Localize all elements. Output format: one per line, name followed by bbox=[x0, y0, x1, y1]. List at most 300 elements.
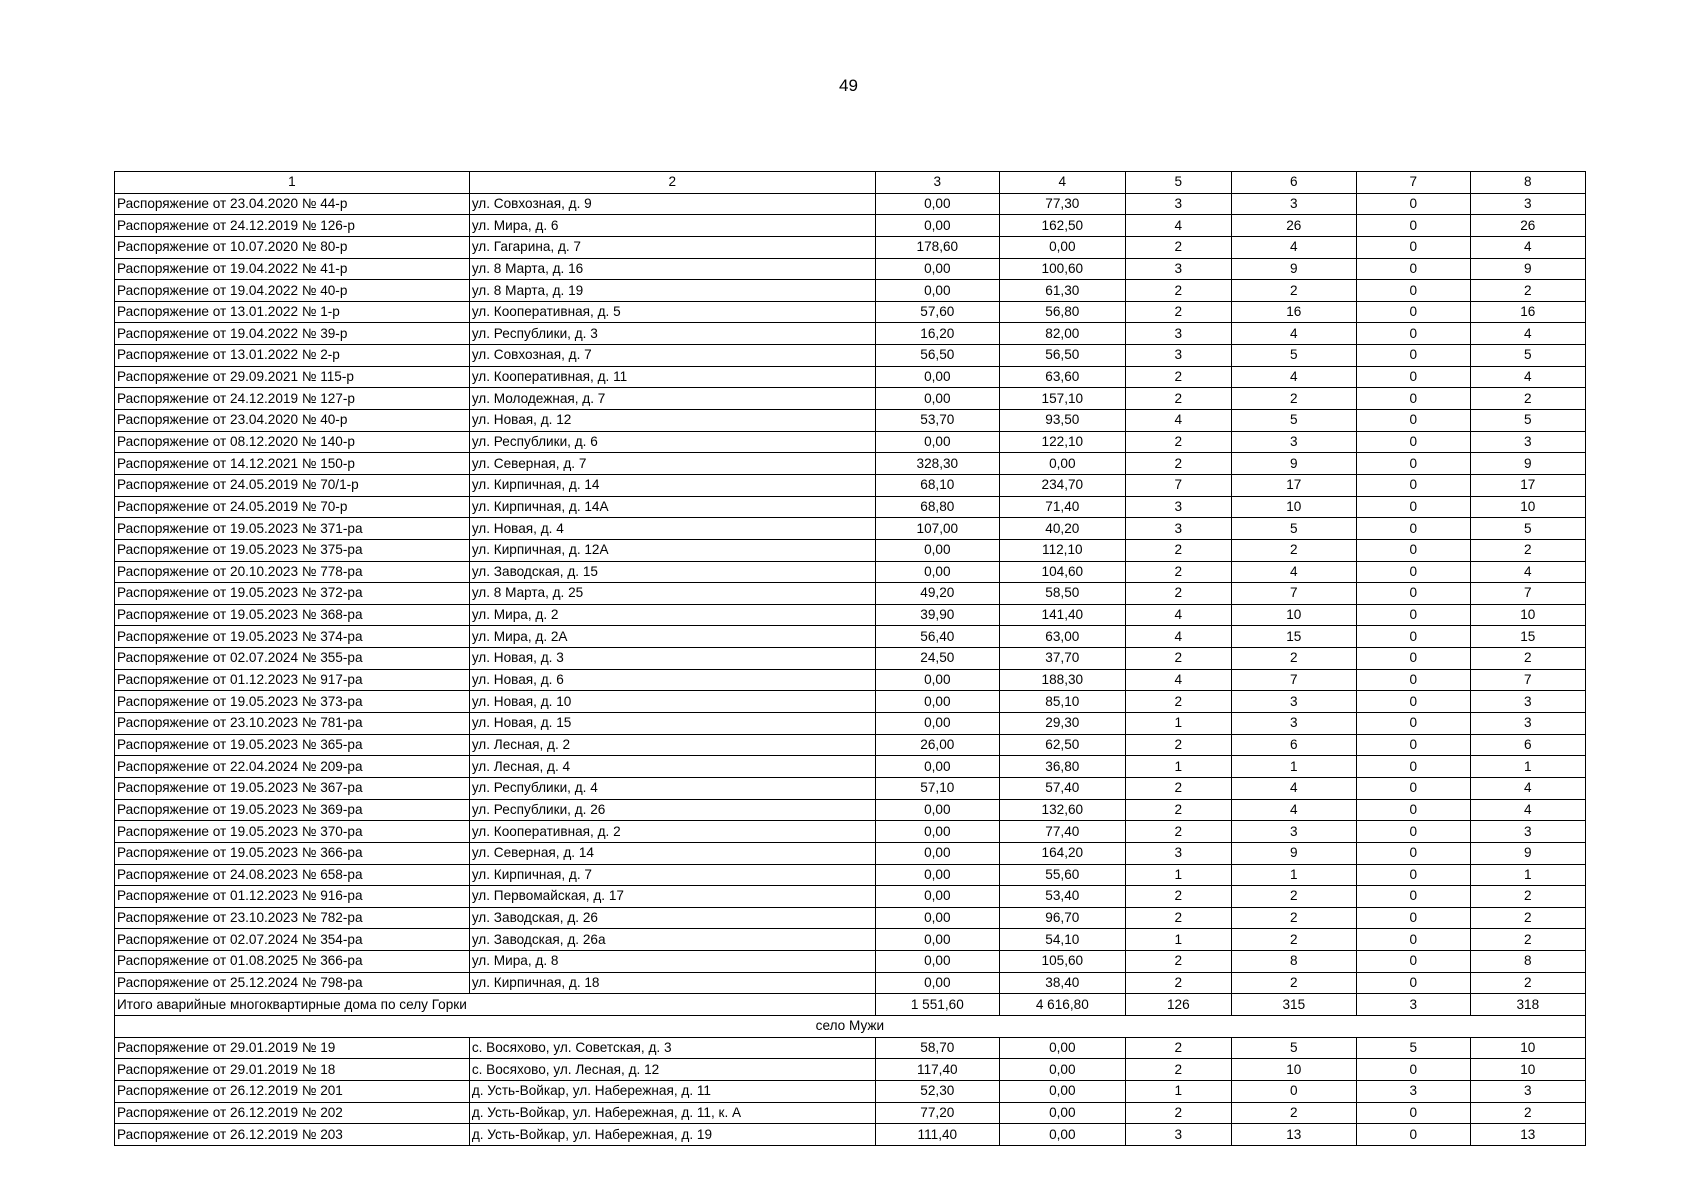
table-row bbox=[115, 691, 1586, 713]
table-cell: 0 bbox=[1356, 951, 1470, 973]
table-cell: 16 bbox=[1470, 301, 1585, 323]
table-cell: 0,00 bbox=[875, 886, 999, 908]
table-cell: 2 bbox=[1231, 1102, 1356, 1124]
table-cell: 0 bbox=[1356, 1059, 1470, 1081]
table-cell: Распоряжение от 26.12.2019 № 201 bbox=[115, 1080, 470, 1102]
table-row bbox=[115, 669, 1586, 691]
table-cell: 0 bbox=[1356, 539, 1470, 561]
table-cell: ул. Новая, д. 4 bbox=[469, 518, 875, 540]
table-cell: 7 bbox=[1231, 669, 1356, 691]
table-cell: 178,60 bbox=[875, 236, 999, 258]
table-cell: 107,00 bbox=[875, 518, 999, 540]
table-cell: 58,70 bbox=[875, 1037, 999, 1059]
table-row bbox=[115, 1102, 1586, 1124]
table-cell: ул. Мира, д. 6 bbox=[469, 215, 875, 237]
table-cell: 0,00 bbox=[875, 907, 999, 929]
table-cell: 328,30 bbox=[875, 453, 999, 475]
table-cell: д. Усть-Войкар, ул. Набережная, д. 11 bbox=[469, 1080, 875, 1102]
table-cell: 3 bbox=[1125, 323, 1231, 345]
table-cell: 77,20 bbox=[875, 1102, 999, 1124]
table-cell: 2 bbox=[1470, 972, 1585, 994]
table-row bbox=[115, 583, 1586, 605]
table-cell: 7 bbox=[1125, 474, 1231, 496]
table-cell: 10 bbox=[1470, 496, 1585, 518]
table-cell: 3 bbox=[1231, 431, 1356, 453]
table-cell: 4 bbox=[1231, 236, 1356, 258]
table-row bbox=[115, 474, 1586, 496]
table-cell: ул. Первомайская, д. 17 bbox=[469, 886, 875, 908]
table-cell: 4 bbox=[1125, 604, 1231, 626]
table-cell: 0,00 bbox=[999, 1102, 1125, 1124]
table-cell: 0,00 bbox=[875, 539, 999, 561]
table-cell: 0 bbox=[1356, 842, 1470, 864]
total-value: 1 551,60 bbox=[875, 994, 999, 1016]
table-cell: 7 bbox=[1470, 583, 1585, 605]
table-cell: 112,10 bbox=[999, 539, 1125, 561]
table-cell: 4 bbox=[1125, 410, 1231, 432]
table-cell: Распоряжение от 22.04.2024 № 209-ра bbox=[115, 756, 470, 778]
table-cell: ул. Республики, д. 26 bbox=[469, 799, 875, 821]
table-cell: 2 bbox=[1231, 907, 1356, 929]
table-cell: 111,40 bbox=[875, 1124, 999, 1146]
table-row bbox=[115, 366, 1586, 388]
table-cell: Распоряжение от 19.04.2022 № 39-р bbox=[115, 323, 470, 345]
table-cell: 2 bbox=[1125, 691, 1231, 713]
total-value: 126 bbox=[1125, 994, 1231, 1016]
table-cell: 2 bbox=[1125, 886, 1231, 908]
table-cell: ул. Кирпичная, д. 12А bbox=[469, 539, 875, 561]
table-cell: 0 bbox=[1356, 734, 1470, 756]
table-row bbox=[115, 864, 1586, 886]
table-cell: 0 bbox=[1356, 604, 1470, 626]
table-cell: Распоряжение от 26.12.2019 № 202 bbox=[115, 1102, 470, 1124]
table-cell: 0,00 bbox=[999, 453, 1125, 475]
table-cell: Распоряжение от 24.12.2019 № 127-р bbox=[115, 388, 470, 410]
table-cell: 8 bbox=[1231, 951, 1356, 973]
table-cell: д. Усть-Войкар, ул. Набережная, д. 19 bbox=[469, 1124, 875, 1146]
table-cell: 5 bbox=[1125, 172, 1231, 194]
housing-table bbox=[114, 171, 1586, 1146]
table-cell: Распоряжение от 24.05.2019 № 70-р bbox=[115, 496, 470, 518]
table-cell: 7 bbox=[1356, 172, 1470, 194]
table-cell: 2 bbox=[1470, 280, 1585, 302]
table-cell: 104,60 bbox=[999, 561, 1125, 583]
table-cell: 96,70 bbox=[999, 907, 1125, 929]
table-cell: 10 bbox=[1231, 1059, 1356, 1081]
table-cell: 3 bbox=[1470, 713, 1585, 735]
table-cell: 2 bbox=[1125, 777, 1231, 799]
table-cell: 4 bbox=[1470, 323, 1585, 345]
table-cell: 0 bbox=[1356, 561, 1470, 583]
table-cell: 2 bbox=[1470, 648, 1585, 670]
table-cell: 10 bbox=[1470, 604, 1585, 626]
table-cell: Распоряжение от 19.05.2023 № 367-ра bbox=[115, 777, 470, 799]
table-cell: 3 bbox=[1470, 821, 1585, 843]
table-cell: 0 bbox=[1356, 799, 1470, 821]
table-cell: 162,50 bbox=[999, 215, 1125, 237]
table-cell: Распоряжение от 13.01.2022 № 1-р bbox=[115, 301, 470, 323]
table-cell: 2 bbox=[1125, 280, 1231, 302]
table-cell: 5 bbox=[1231, 518, 1356, 540]
table-cell: с. Восяхово, ул. Советская, д. 3 bbox=[469, 1037, 875, 1059]
page-number: 49 bbox=[839, 76, 858, 95]
table-cell: Распоряжение от 29.09.2021 № 115-р bbox=[115, 366, 470, 388]
table-cell: 0 bbox=[1356, 410, 1470, 432]
table-cell: 157,10 bbox=[999, 388, 1125, 410]
table-cell: 2 bbox=[1470, 929, 1585, 951]
table-cell: 2 bbox=[1125, 236, 1231, 258]
table-cell: Распоряжение от 14.12.2021 № 150-р bbox=[115, 453, 470, 475]
table-cell: Распоряжение от 02.07.2024 № 354-ра bbox=[115, 929, 470, 951]
table-row bbox=[115, 1037, 1586, 1059]
table-cell: ул. Северная, д. 14 bbox=[469, 842, 875, 864]
table-cell: 2 bbox=[1231, 539, 1356, 561]
table-row bbox=[115, 236, 1586, 258]
table-cell: 62,50 bbox=[999, 734, 1125, 756]
table-row bbox=[115, 388, 1586, 410]
table-cell: 0 bbox=[1356, 193, 1470, 215]
table-cell: 0 bbox=[1231, 1080, 1356, 1102]
table-cell: Распоряжение от 23.04.2020 № 44-р bbox=[115, 193, 470, 215]
table-cell: 0 bbox=[1356, 323, 1470, 345]
table-cell: 0,00 bbox=[875, 366, 999, 388]
table-cell: 40,20 bbox=[999, 518, 1125, 540]
table-row bbox=[115, 886, 1586, 908]
table-cell: 0 bbox=[1356, 777, 1470, 799]
table-cell: 3 bbox=[1125, 1124, 1231, 1146]
table-cell: 6 bbox=[1231, 734, 1356, 756]
table-cell: 0 bbox=[1356, 626, 1470, 648]
table-cell: 5 bbox=[1231, 410, 1356, 432]
table-cell: 13 bbox=[1231, 1124, 1356, 1146]
table-cell: 4 bbox=[1231, 777, 1356, 799]
table-cell: 10 bbox=[1231, 496, 1356, 518]
table-cell: 93,50 bbox=[999, 410, 1125, 432]
table-cell: ул. Новая, д. 10 bbox=[469, 691, 875, 713]
table-cell: 2 bbox=[1231, 648, 1356, 670]
table-cell: 0 bbox=[1356, 1102, 1470, 1124]
table-cell: ул. Кооперативная, д. 2 bbox=[469, 821, 875, 843]
table-cell: 57,10 bbox=[875, 777, 999, 799]
table-cell: 0 bbox=[1356, 907, 1470, 929]
table-cell: 4 bbox=[1231, 561, 1356, 583]
table-cell: 82,00 bbox=[999, 323, 1125, 345]
table-cell: 0 bbox=[1356, 972, 1470, 994]
table-cell: 49,20 bbox=[875, 583, 999, 605]
table-cell: Распоряжение от 01.08.2025 № 366-ра bbox=[115, 951, 470, 973]
table-cell: 55,60 bbox=[999, 864, 1125, 886]
table-cell bbox=[469, 994, 875, 1016]
table-cell: 26,00 bbox=[875, 734, 999, 756]
table-cell: 0 bbox=[1356, 929, 1470, 951]
table-cell: Распоряжение от 19.05.2023 № 368-ра bbox=[115, 604, 470, 626]
table-cell: ул. Совхозная, д. 7 bbox=[469, 345, 875, 367]
table-cell: 164,20 bbox=[999, 842, 1125, 864]
table-cell: 2 bbox=[1125, 907, 1231, 929]
table-cell: 38,40 bbox=[999, 972, 1125, 994]
table-cell: 3 bbox=[1470, 691, 1585, 713]
table-cell: 5 bbox=[1356, 1037, 1470, 1059]
table-cell: 1 bbox=[1231, 864, 1356, 886]
table-cell: 0,00 bbox=[875, 431, 999, 453]
table-cell: 15 bbox=[1470, 626, 1585, 648]
table-cell: 10 bbox=[1470, 1037, 1585, 1059]
table-cell: 2 bbox=[1125, 366, 1231, 388]
table-cell: Распоряжение от 02.07.2024 № 355-ра bbox=[115, 648, 470, 670]
table-cell: Распоряжение от 19.05.2023 № 366-ра bbox=[115, 842, 470, 864]
table-row bbox=[115, 453, 1586, 475]
table-cell: 0,00 bbox=[875, 929, 999, 951]
table-cell: 0,00 bbox=[875, 215, 999, 237]
table-cell: ул. 8 Марта, д. 19 bbox=[469, 280, 875, 302]
table-cell: 2 bbox=[1125, 799, 1231, 821]
table-cell: 4 bbox=[999, 172, 1125, 194]
table-cell: Распоряжение от 08.12.2020 № 140-р bbox=[115, 431, 470, 453]
table-cell: Распоряжение от 19.05.2023 № 375-ра bbox=[115, 539, 470, 561]
table-cell: 61,30 bbox=[999, 280, 1125, 302]
table-cell: 4 bbox=[1470, 777, 1585, 799]
table-cell: 0 bbox=[1356, 345, 1470, 367]
table-cell: 6 bbox=[1231, 172, 1356, 194]
table-cell: 0 bbox=[1356, 756, 1470, 778]
table-cell: 85,10 bbox=[999, 691, 1125, 713]
table-cell: 2 bbox=[1231, 388, 1356, 410]
total-value: 318 bbox=[1470, 994, 1585, 1016]
table-cell: 7 bbox=[1231, 583, 1356, 605]
table-cell: 15 bbox=[1231, 626, 1356, 648]
table-cell: 53,40 bbox=[999, 886, 1125, 908]
table-cell: 4 bbox=[1125, 669, 1231, 691]
table-cell: 0 bbox=[1356, 691, 1470, 713]
table-cell: 0 bbox=[1356, 474, 1470, 496]
table-cell: 9 bbox=[1231, 258, 1356, 280]
table-cell: 2 bbox=[1231, 929, 1356, 951]
table-cell: 1 bbox=[1125, 1080, 1231, 1102]
table-cell: ул. Кооперативная, д. 11 bbox=[469, 366, 875, 388]
table-cell: 2 bbox=[1470, 886, 1585, 908]
table-cell: 36,80 bbox=[999, 756, 1125, 778]
total-value: 4 616,80 bbox=[999, 994, 1125, 1016]
table-cell: 0 bbox=[1356, 886, 1470, 908]
table-row bbox=[115, 604, 1586, 626]
table-cell: 1 bbox=[1125, 864, 1231, 886]
table-cell: 0 bbox=[1356, 1124, 1470, 1146]
table-row bbox=[115, 301, 1586, 323]
table-cell: ул. Заводская, д. 26а bbox=[469, 929, 875, 951]
table-cell: 2 bbox=[1125, 431, 1231, 453]
table-cell: 0,00 bbox=[875, 972, 999, 994]
table-cell: 2 bbox=[1470, 907, 1585, 929]
table-row bbox=[115, 929, 1586, 951]
table-row bbox=[115, 648, 1586, 670]
total-row bbox=[115, 994, 1586, 1016]
table-row bbox=[115, 215, 1586, 237]
table-cell: 2 bbox=[469, 172, 875, 194]
table-cell: ул. Заводская, д. 26 bbox=[469, 907, 875, 929]
table-cell: 0 bbox=[1356, 583, 1470, 605]
table-cell: 141,40 bbox=[999, 604, 1125, 626]
table-row bbox=[115, 713, 1586, 735]
table-cell: ул. Новая, д. 12 bbox=[469, 410, 875, 432]
table-cell: 56,80 bbox=[999, 301, 1125, 323]
table-cell: 3 bbox=[1125, 193, 1231, 215]
table-row bbox=[115, 756, 1586, 778]
table-cell: 71,40 bbox=[999, 496, 1125, 518]
table-cell: 4 bbox=[1125, 626, 1231, 648]
table-cell: Распоряжение от 24.08.2023 № 658-ра bbox=[115, 864, 470, 886]
header-row bbox=[115, 172, 1586, 194]
table-cell: 0,00 bbox=[875, 669, 999, 691]
table-cell: ул. Мира, д. 2 bbox=[469, 604, 875, 626]
table-cell: 100,60 bbox=[999, 258, 1125, 280]
table-cell: ул. Новая, д. 6 bbox=[469, 669, 875, 691]
table-cell: 0 bbox=[1356, 518, 1470, 540]
table-cell: 0,00 bbox=[999, 236, 1125, 258]
table-cell: 39,90 bbox=[875, 604, 999, 626]
total-value: 315 bbox=[1231, 994, 1356, 1016]
table-cell: ул. Лесная, д. 4 bbox=[469, 756, 875, 778]
table-cell: 9 bbox=[1470, 842, 1585, 864]
table-cell: 26 bbox=[1231, 215, 1356, 237]
table-cell: 0 bbox=[1356, 648, 1470, 670]
table-cell: 4 bbox=[1125, 215, 1231, 237]
table-cell: 3 bbox=[1470, 1080, 1585, 1102]
table-cell: 234,70 bbox=[999, 474, 1125, 496]
table-cell: 4 bbox=[1470, 236, 1585, 258]
table-cell: ул. Гагарина, д. 7 bbox=[469, 236, 875, 258]
table-row bbox=[115, 561, 1586, 583]
table-cell: 57,60 bbox=[875, 301, 999, 323]
table-cell: Распоряжение от 19.05.2023 № 374-ра bbox=[115, 626, 470, 648]
table-cell: 2 bbox=[1125, 453, 1231, 475]
table-cell: 57,40 bbox=[999, 777, 1125, 799]
table-cell: 8 bbox=[1470, 172, 1585, 194]
table-cell: 0,00 bbox=[999, 1059, 1125, 1081]
table-cell: 1 bbox=[1470, 864, 1585, 886]
table-cell: Распоряжение от 24.05.2019 № 70/1-р bbox=[115, 474, 470, 496]
section-title: село Мужи bbox=[115, 1015, 1586, 1037]
table-row bbox=[115, 842, 1586, 864]
table-row bbox=[115, 323, 1586, 345]
table-cell: 58,50 bbox=[999, 583, 1125, 605]
table-row bbox=[115, 734, 1586, 756]
table-cell: 1 bbox=[1470, 756, 1585, 778]
table-cell: 2 bbox=[1125, 972, 1231, 994]
table-row bbox=[115, 1080, 1586, 1102]
table-cell: 77,30 bbox=[999, 193, 1125, 215]
table-cell: 0,00 bbox=[875, 756, 999, 778]
table-cell: с. Восяхово, ул. Лесная, д. 12 bbox=[469, 1059, 875, 1081]
table-row bbox=[115, 1124, 1586, 1146]
table-cell: ул. Кирпичная, д. 7 bbox=[469, 864, 875, 886]
table-cell: 53,70 bbox=[875, 410, 999, 432]
table-cell: ул. Заводская, д. 15 bbox=[469, 561, 875, 583]
table-cell: 10 bbox=[1470, 1059, 1585, 1081]
table-cell: ул. Лесная, д. 2 bbox=[469, 734, 875, 756]
table-cell: 1 bbox=[1125, 713, 1231, 735]
table-cell: Распоряжение от 01.12.2023 № 917-ра bbox=[115, 669, 470, 691]
table-cell: ул. Северная, д. 7 bbox=[469, 453, 875, 475]
table-cell: ул. Кирпичная, д. 14А bbox=[469, 496, 875, 518]
table-cell: 5 bbox=[1231, 345, 1356, 367]
table-cell: 2 bbox=[1125, 301, 1231, 323]
table-cell: Распоряжение от 01.12.2023 № 916-ра bbox=[115, 886, 470, 908]
table-cell: 2 bbox=[1125, 648, 1231, 670]
table-cell: 4 bbox=[1231, 799, 1356, 821]
table-cell: 0,00 bbox=[875, 258, 999, 280]
table-cell: Распоряжение от 19.05.2023 № 372-ра bbox=[115, 583, 470, 605]
table-cell: 1 bbox=[1125, 929, 1231, 951]
table-cell: ул. Новая, д. 3 bbox=[469, 648, 875, 670]
table-cell: 0,00 bbox=[875, 388, 999, 410]
table-cell: Распоряжение от 19.05.2023 № 371-ра bbox=[115, 518, 470, 540]
table-cell: ул. Молодежная, д. 7 bbox=[469, 388, 875, 410]
table-cell: 0,00 bbox=[875, 691, 999, 713]
table-row bbox=[115, 410, 1586, 432]
table-cell: 26 bbox=[1470, 215, 1585, 237]
table-cell: 4 bbox=[1470, 561, 1585, 583]
table-cell: 2 bbox=[1125, 583, 1231, 605]
table-cell: 105,60 bbox=[999, 951, 1125, 973]
table-cell: 0 bbox=[1356, 496, 1470, 518]
table-cell: 9 bbox=[1231, 842, 1356, 864]
table-cell: 9 bbox=[1470, 453, 1585, 475]
table-cell: 0,00 bbox=[875, 713, 999, 735]
table-cell: 3 bbox=[1470, 431, 1585, 453]
table-cell: 1 bbox=[1125, 756, 1231, 778]
table-cell: 0 bbox=[1356, 821, 1470, 843]
table-cell: 1 bbox=[1231, 756, 1356, 778]
table-cell: 0,00 bbox=[999, 1124, 1125, 1146]
table-row bbox=[115, 431, 1586, 453]
table-cell: 0 bbox=[1356, 669, 1470, 691]
table-cell: 0,00 bbox=[875, 193, 999, 215]
table-cell: ул. Кирпичная, д. 18 bbox=[469, 972, 875, 994]
table-cell: 54,10 bbox=[999, 929, 1125, 951]
table-cell: 2 bbox=[1231, 886, 1356, 908]
table-cell: 2 bbox=[1125, 1037, 1231, 1059]
table-cell: 9 bbox=[1470, 258, 1585, 280]
table-cell: 63,00 bbox=[999, 626, 1125, 648]
table-cell: 0 bbox=[1356, 301, 1470, 323]
table-cell: 4 bbox=[1470, 799, 1585, 821]
table-cell: 117,40 bbox=[875, 1059, 999, 1081]
table-cell: 0,00 bbox=[875, 842, 999, 864]
table-cell: Распоряжение от 24.12.2019 № 126-р bbox=[115, 215, 470, 237]
table-cell: 0,00 bbox=[875, 561, 999, 583]
table-body bbox=[115, 172, 1586, 1146]
table-cell: 3 bbox=[1125, 518, 1231, 540]
table-cell: ул. 8 Марта, д. 16 bbox=[469, 258, 875, 280]
table-cell: 2 bbox=[1125, 734, 1231, 756]
table-cell: 122,10 bbox=[999, 431, 1125, 453]
table-cell: 0 bbox=[1356, 431, 1470, 453]
table-cell: 0 bbox=[1356, 453, 1470, 475]
table-cell: 2 bbox=[1125, 1059, 1231, 1081]
table-cell: 0 bbox=[1356, 280, 1470, 302]
table-cell: 3 bbox=[1231, 713, 1356, 735]
table-row bbox=[115, 777, 1586, 799]
table-cell: 3 bbox=[1231, 821, 1356, 843]
table-cell: ул. Мира, д. 2А bbox=[469, 626, 875, 648]
table-cell: 3 bbox=[1470, 193, 1585, 215]
table-cell: 188,30 bbox=[999, 669, 1125, 691]
table-cell: 2 bbox=[1231, 280, 1356, 302]
table-cell: Распоряжение от 19.04.2022 № 41-р bbox=[115, 258, 470, 280]
table-cell: 3 bbox=[1125, 842, 1231, 864]
table-cell: 9 bbox=[1231, 453, 1356, 475]
table-row bbox=[115, 193, 1586, 215]
